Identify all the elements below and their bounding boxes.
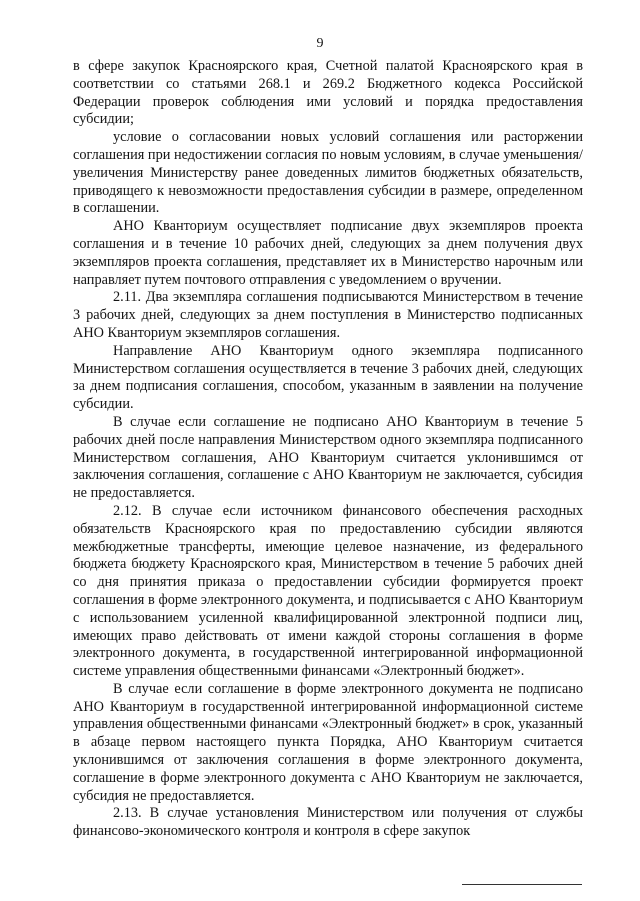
- paragraph-continuation: в сфере закупок Красноярского края, Счетной палатой Красноярского края в соответствии со статьями 268.1 и 269.2 Бюджетного кодекса Российской Федерации проверок соблюдения ими условий и порядка предоставления субсидии;: [73, 58, 583, 128]
- paragraph-2-11: 2.11. Два экземпляра соглашения подписываются Министерством в течение 3 рабочих дней, следующих за днем поступления в Министерство подписанных АНО Кванториум экземпляров соглашения.: [73, 289, 583, 341]
- paragraph-sending-copy: Направление АНО Кванториум одного экземпляра подписанного Министерством соглашения осуществляется в течение 3 рабочих дней, следующих за днем подписания соглашения, способом, указанным в заявлении на получение субсидии.: [73, 342, 583, 413]
- paragraph-not-signed: В случае если соглашение не подписано АНО Кванториум в течение 5 рабочих дней после направления Министерством одного экземпляра подписанного Министерством соглашения, АНО Кванториум считается уклонившимся от заключения соглашения, соглашение с АНО Кванториум не заключается, субсидия не предоставляется.: [73, 413, 583, 502]
- paragraph-condition-new-terms: условие о согласовании новых условий соглашения или расторжении соглашения при недостижении согласия по новым условиям, в случае уменьшения/увеличения Министерству ранее доведенных лимитов бюджетных обязательств, приводящего к невозможности предоставления субсидии в размере, определенном в соглашении.: [73, 129, 583, 217]
- paragraph-electronic-not-signed: В случае если соглашение в форме электронного документа не подписано АНО Кванториум в государственной интегрированной информационной системе управления общественными финансами «Электронный бюджет» в срок, указанный в абзаце первом настоящего пункта Порядка, АНО Кванториум считается уклонившимся от заключения соглашения в форме электронного документа, соглашение в форме электронного документа с АНО Кванториум не заключается, субсидия не предоставляется.: [73, 680, 583, 804]
- paragraph-2-13: 2.13. В случае установления Министерством или получения от службы финансово-экономического контроля и контроля в сфере закупок: [73, 805, 583, 840]
- paragraph-2-12: 2.12. В случае если источником финансового обеспечения расходных обязательств Красноярского края по предоставлению субсидии являются межбюджетные трансферты, имеющие целевое назначение, из федерального бюджета бюджету Красноярского края, Министерством в течение 5 рабочих дней со дня принятия приказа о предоставлении субсидии формируется проект соглашения в форме электронного документа, и подписывается с АНО Кванториум с использованием усиленной квалифицированной электронной подписи лиц, имеющих право действовать от имени каждой стороны соглашения в форме электронного документа, в государственной интегрированной информационной системе управления общественными финансами «Электронный бюджет».: [73, 502, 583, 680]
- document-body: [73, 58, 583, 841]
- paragraph-signing-copies: АНО Кванториум осуществляет подписание двух экземпляров проекта соглашения и в течение 10 рабочих дней, следующих за днем получения двух экземпляров проекта соглашения, представляет их в Министерство нарочным или направляет путем почтового отправления с уведомлением о вручении.: [73, 218, 583, 288]
- footer-rule: [462, 884, 582, 885]
- page-number: 9: [316, 36, 324, 51]
